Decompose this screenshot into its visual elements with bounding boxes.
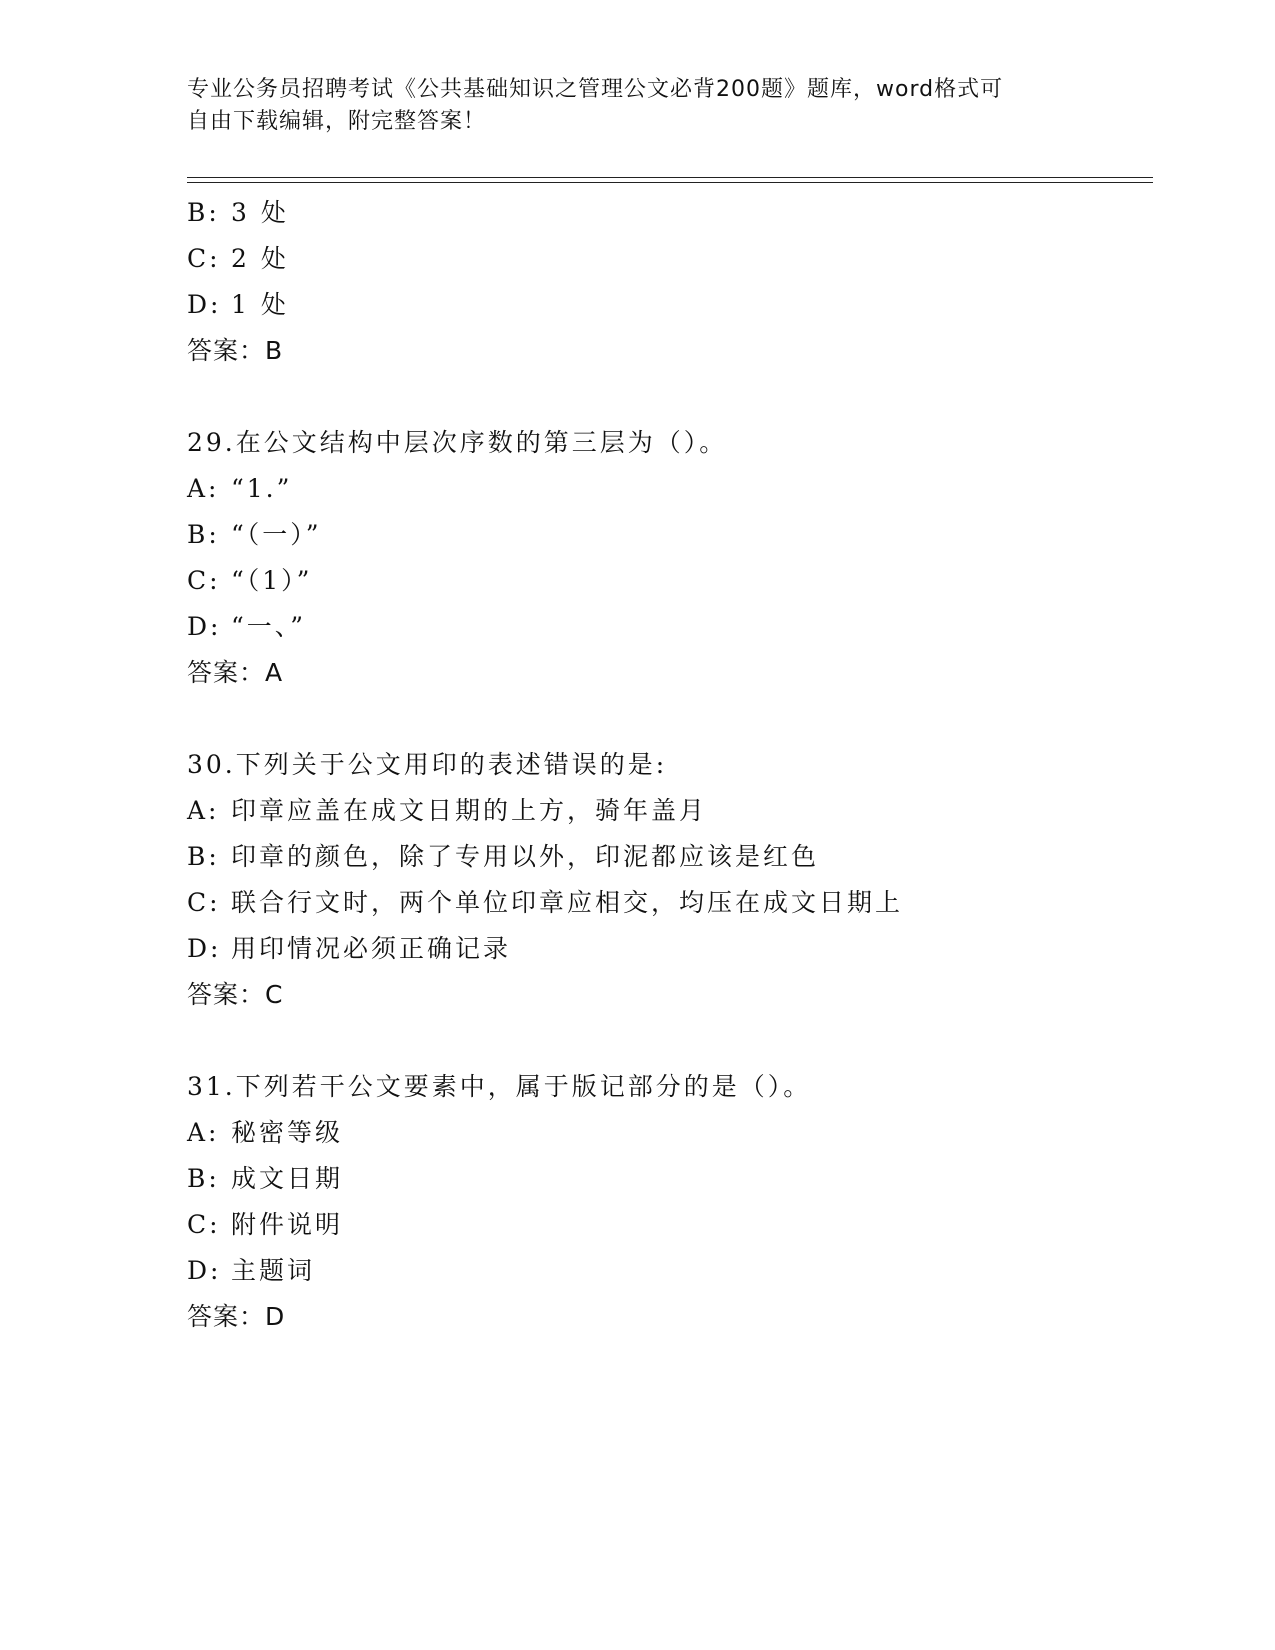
question-28-continued <box>187 190 1147 374</box>
option-label: B: <box>187 198 220 227</box>
answer: 答案：A <box>187 658 284 687</box>
option-label: B: <box>187 842 220 871</box>
option-text: “（一）” <box>231 520 322 549</box>
option-a <box>187 466 1147 512</box>
option-b <box>187 834 1147 880</box>
option-c <box>187 1202 1147 1248</box>
option-label: D: <box>187 1256 222 1285</box>
option-text: 2 处 <box>231 244 289 273</box>
option-label: D: <box>187 612 222 641</box>
option-b <box>187 190 1147 236</box>
answer: 答案：C <box>187 980 284 1009</box>
option-text: 主题词 <box>231 1256 316 1285</box>
question-29 <box>187 420 1147 696</box>
option-c <box>187 880 1147 926</box>
option-text: “一、” <box>231 612 307 641</box>
question-stem: 30.下列关于公文用印的表述错误的是: <box>187 750 668 779</box>
header-line-1: 专业公务员招聘考试《公共基础知识之管理公文必背200题》题库，word格式可 <box>187 77 1004 102</box>
question-list <box>187 190 1147 1340</box>
option-d <box>187 604 1147 650</box>
option-label: A: <box>187 474 220 503</box>
question-30 <box>187 742 1147 1018</box>
option-text: 印章应盖在成文日期的上方，骑年盖月 <box>231 796 708 825</box>
question-31 <box>187 1064 1147 1340</box>
option-d <box>187 1248 1147 1294</box>
spacer <box>187 374 1147 420</box>
option-text: “1.” <box>231 474 293 503</box>
option-d <box>187 282 1147 328</box>
answer: 答案：B <box>187 336 284 365</box>
option-text: 联合行文时，两个单位印章应相交，均压在成文日期上 <box>231 888 904 917</box>
option-label: C: <box>187 244 221 273</box>
header-line-2: 自由下载编辑，附完整答案！ <box>187 109 487 134</box>
option-label: B: <box>187 1164 220 1193</box>
question-stem: 29.在公文结构中层次序数的第三层为（）。 <box>187 428 728 457</box>
answer: 答案：D <box>187 1302 286 1331</box>
option-label: C: <box>187 1210 221 1239</box>
page-header <box>187 74 1087 138</box>
question-stem: 31.下列若干公文要素中，属于版记部分的是（）。 <box>187 1072 812 1101</box>
header-divider <box>187 177 1153 183</box>
option-text: 3 处 <box>231 198 289 227</box>
option-text: 1 处 <box>231 290 289 319</box>
option-text: 印章的颜色，除了专用以外，印泥都应该是红色 <box>231 842 820 871</box>
option-c <box>187 236 1147 282</box>
spacer <box>187 696 1147 742</box>
option-b <box>187 512 1147 558</box>
option-a <box>187 1110 1147 1156</box>
option-a <box>187 788 1147 834</box>
option-label: A: <box>187 1118 220 1147</box>
option-c <box>187 558 1147 604</box>
option-label: B: <box>187 520 220 549</box>
option-label: C: <box>187 888 221 917</box>
option-d <box>187 926 1147 972</box>
option-text: 成文日期 <box>231 1164 344 1193</box>
option-label: A: <box>187 796 220 825</box>
option-label: D: <box>187 934 222 963</box>
option-text: “（1）” <box>231 566 313 595</box>
option-b <box>187 1156 1147 1202</box>
option-text: 附件说明 <box>231 1210 344 1239</box>
option-text: 用印情况必须正确记录 <box>231 934 512 963</box>
spacer <box>187 1018 1147 1064</box>
option-label: C: <box>187 566 221 595</box>
option-label: D: <box>187 290 222 319</box>
option-text: 秘密等级 <box>231 1118 344 1147</box>
